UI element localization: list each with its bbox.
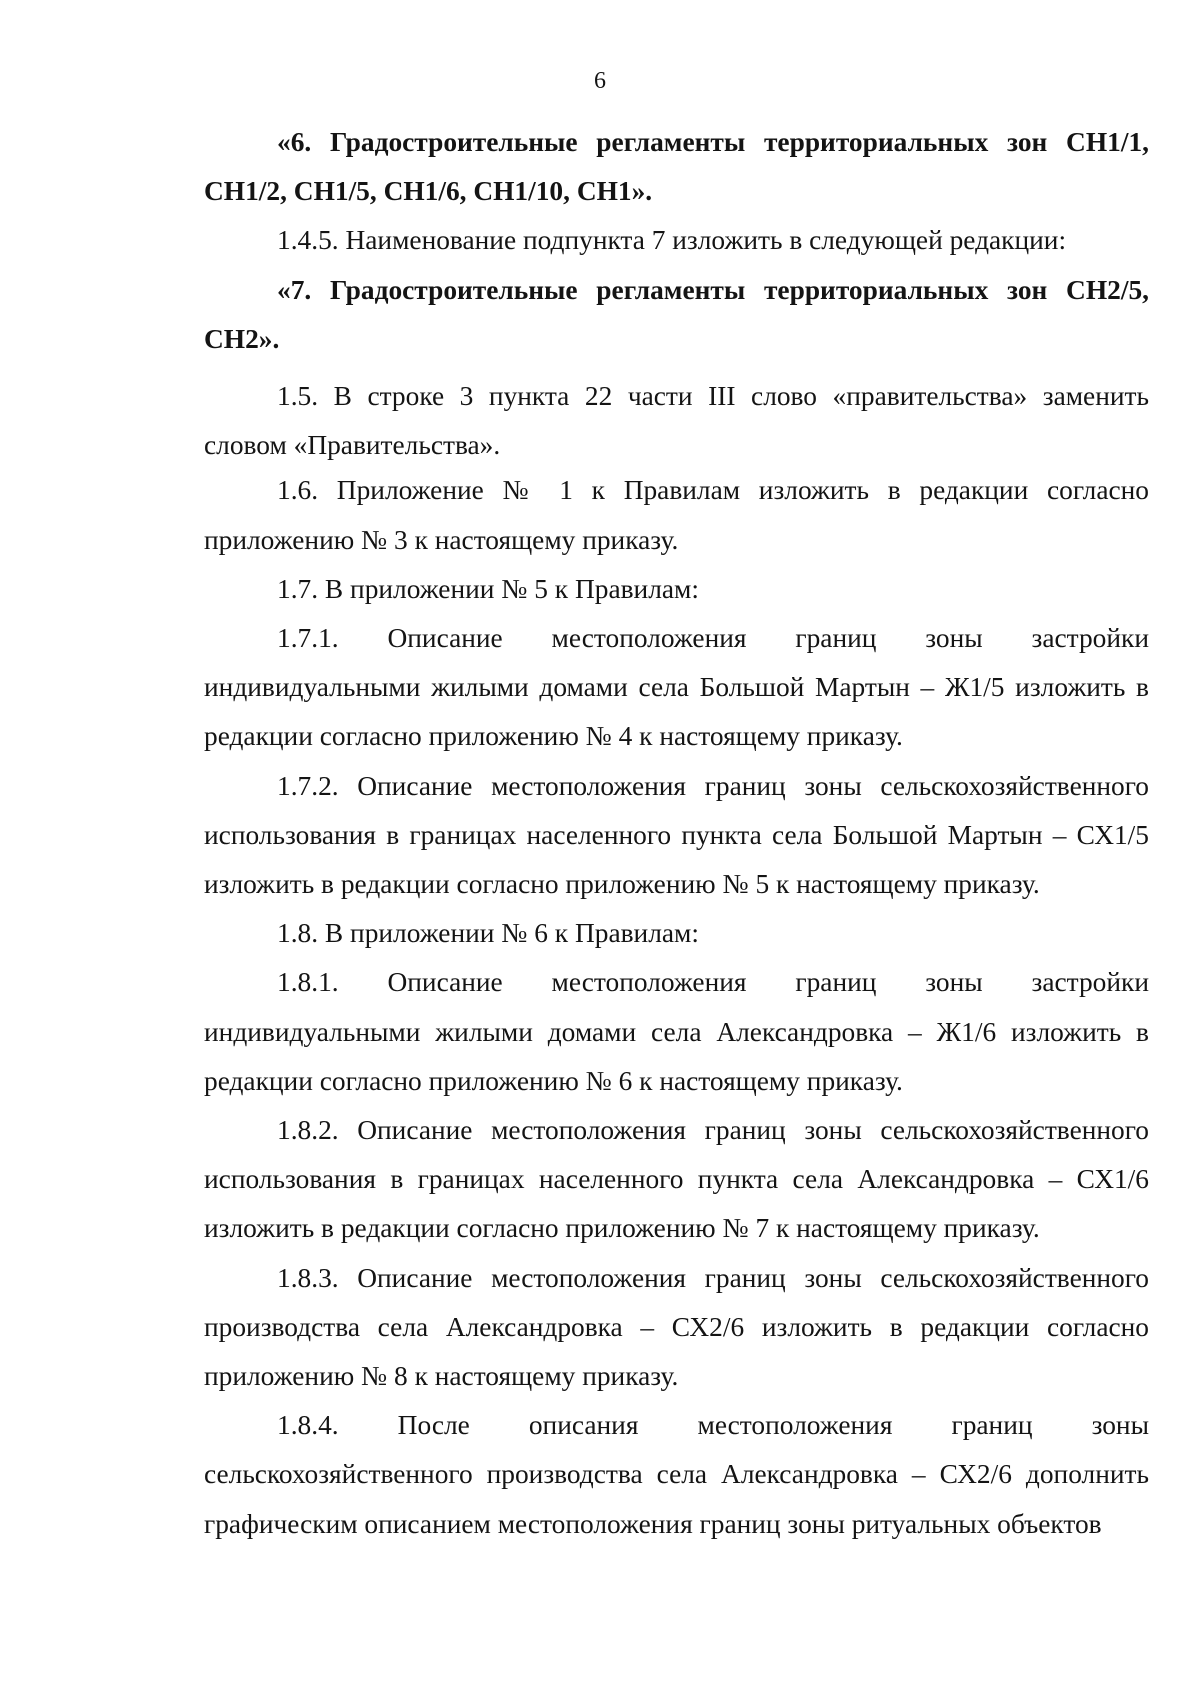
paragraph-1-8-1: 1.8.1. Описание местоположения границ зоны застройки индивидуальными жилыми домами села Александровка – Ж1/6 изложить в редакции согласно приложению № 6 к настоящему приказу. xyxy=(204,967,1149,1096)
paragraph-1-8-4: 1.8.4. После описания местоположения границ зоны сельскохозяйственного производства села Александровка – СХ2/6 дополнить графическим описанием местоположения границ зоны ритуальных объектов xyxy=(204,1410,1149,1539)
page-number: 6 xyxy=(594,68,606,94)
paragraph-1-8-3: 1.8.3. Описание местоположения границ зоны сельскохозяйственного производства села Александровка – СХ2/6 изложить в редакции согласно приложению № 8 к настоящему приказу. xyxy=(204,1262,1149,1392)
paragraph-7-heading: «7. Градостроительные регламенты территориальных зон СН2/5, СН2». xyxy=(204,274,1149,354)
paragraph-1-7-1: 1.7.1. Описание местоположения границ зоны застройки индивидуальными жилыми домами села Большой Мартын – Ж1/5 изложить в редакции согласно приложению № 4 к настоящему приказу. xyxy=(204,623,1149,752)
paragraph-1-6: 1.6. Приложение № 1 к Правилам изложить в редакции согласно приложению № 3 к настоящему приказу. xyxy=(204,475,1149,555)
paragraph-1-7: 1.7. В приложении № 5 к Правилам: xyxy=(277,573,699,604)
document-body xyxy=(204,118,1149,1549)
paragraph-1-8: 1.8. В приложении № 6 к Правилам: xyxy=(277,918,699,949)
paragraph-6-heading: «6. Градостроительные регламенты территориальных зон СН1/1, СН1/2, СН1/5, СН1/6, СН1/10, СН1». xyxy=(204,127,1149,207)
paragraph-1-4-5: 1.4.5. Наименование подпункта 7 изложить в следующей редакции: xyxy=(277,225,1067,256)
paragraph-1-7-2: 1.7.2. Описание местоположения границ зоны сельскохозяйственного использования в границах населенного пункта села Большой Мартын – СХ1/5 изложить в редакции согласно приложению № 5 к настоящему приказу. xyxy=(204,770,1149,900)
paragraph-1-5: 1.5. В строке 3 пункта 22 части III слово «правительства» заменить словом «Правительства». xyxy=(204,381,1149,461)
paragraph-1-8-2: 1.8.2. Описание местоположения границ зоны сельскохозяйственного использования в границах населенного пункта села Александровка – СХ1/6 изложить в редакции согласно приложению № 7 к настоящему приказу. xyxy=(204,1115,1149,1244)
